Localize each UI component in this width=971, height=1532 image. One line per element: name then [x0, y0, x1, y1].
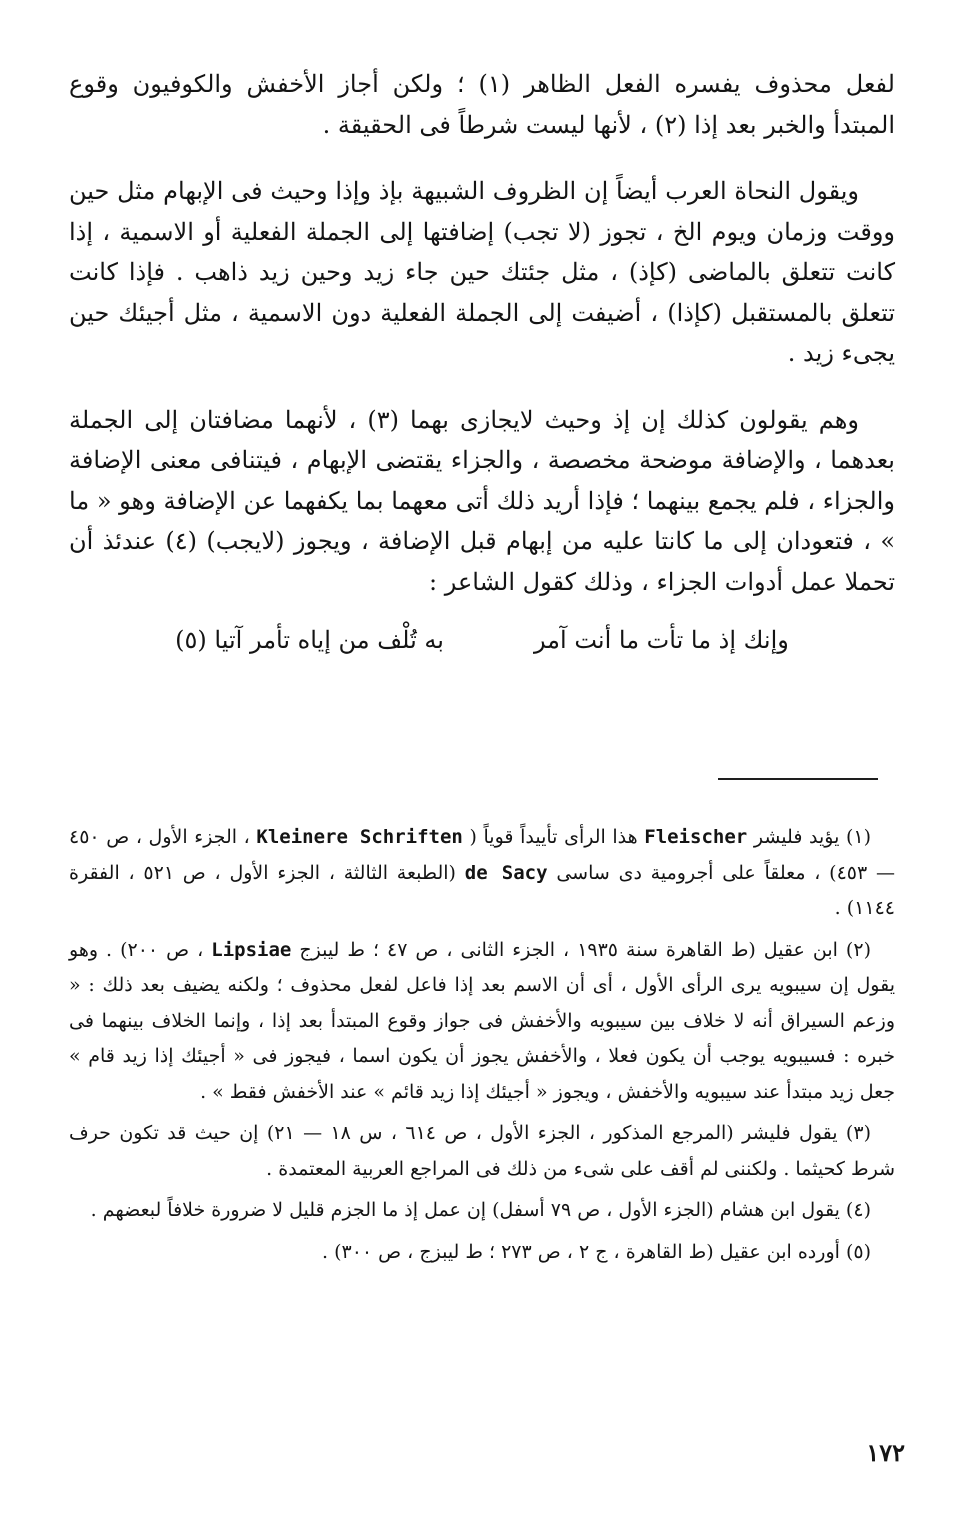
paragraph-3: وهم يقولون كذلك إن إذ وحيث لايجازى بهما (٣) ، لأنهما مضافتان إلى الجملة بعدهما ، والإضافة موضحة مخصصة ، والجزاء يقتضى الإبهام ، فيتنافى معنى الإضافة والجزاء ، فلم يجمع بينهما ؛ فإذا أريد ذلك أتى معهما بما يكفهما عن الإضافة وهو « ما » ، فتعودان إلى ما كانتا عليه من إبهام قبل الإضافة ، ويجوز (لايجب) (٤) عندئذ أن تحملا عمل أدوات الجزاء ، وذلك كقول الشاعر :: [69, 405, 895, 596]
footnote-1-text-b: هذا الرأى تأييداً قوياً (: [469, 826, 638, 848]
footnote-1-latin-fleischer: Fleischer: [644, 826, 748, 848]
footnote-2-latin-lipsiae: Lipsiae: [211, 938, 292, 961]
paragraph-2: ويقول النحاة العرب أيضاً إن الظروف الشبيهة بإذ وإذا وحيث فى الإبهام مثل حين ووقت وزمان ويوم الخ ، تجوز (لا تجب) إضافتها إلى الجملة الفعلية أو الاسمية ، إذا كانت تتعلق بالماضى (كإذ) ، مثل جئتك حين جاء زيد وحين زيد ذاهب . فإذا كانت تتعلق بالمستقبل (كإذا) ، أضيفت إلى الجملة الفعلية دون الاسمية ، مثل أجيئك حين يجىء زيد .: [69, 177, 895, 367]
page-number: ١٧٢: [866, 1438, 905, 1467]
main-text: [69, 64, 895, 660]
footnote-2: [69, 933, 895, 1111]
footnotes: [69, 820, 895, 1276]
footnote-divider: [718, 778, 878, 780]
footnote-3: (٣) يقول فليشر (المرجع المذكور ، الجزء الأول ، ص ٦١٤ ، س ١٨ — ٢١) إن حيث قد تكون حرف شرط كحيثما . ولكننى لم أقف على شىء من ذلك فى المراجع العربية المعتمدة .: [69, 1122, 895, 1180]
footnote-1-latin-desacy: de Sacy: [464, 861, 548, 884]
paragraph-1: لفعل محذوف يفسره الفعل الظاهر (١) ؛ ولكن أجاز الأخفش والكوفيون وقوع المبتدأ والخبر بعد إذا (٢) ، لأنها ليست شرطاً فى الحقيقة .: [69, 70, 895, 139]
footnote-1-text-c: ، الجزء الأول ، ص ٤٥٠ — ٤٥٣) ، معلقاً على أجرومية دى ساسى: [69, 826, 895, 884]
verse-second-hemistich: به تُلْف من إياه تأمر آتيا (٥): [175, 626, 444, 654]
footnote-1-text-d: (الطبعة الثالثة ، الجزء الأول ، ص ٥٢١ ، الفقرة ١١٤٤) .: [69, 861, 895, 919]
footnote-2-text-a: (٢) ابن عقيل (ط القاهرة سنة ١٩٣٥ ، الجزء الثانى ، ص ٤٧ ؛ ط ليبزج: [299, 938, 871, 961]
footnote-1-text-a: (١) يؤيد فليشر: [753, 826, 872, 848]
poetry-verse: [69, 620, 895, 660]
footnote-1: [69, 820, 895, 927]
verse-first-hemistich: وإنك إذ ما تأت ما أنت آمر: [533, 626, 789, 654]
footnote-5: (٥) أورده ابن عقيل (ط القاهرة ، ج ٢ ، ص ٢٧٣ ؛ ط ليبزج ، ص ٣٠٠) .: [322, 1240, 871, 1263]
footnote-4: (٤) يقول ابن هشام (الجزء الأول ، ص ٧٩ أسفل) إن عمل إذ ما الجزم قليل لا ضرورة خلافاً لبعضهم .: [90, 1199, 871, 1221]
footnote-1-latin-schriften: Kleinere Schriften: [256, 826, 463, 848]
footnote-2-text-b: ، ص ٢٠٠) . وهو يقول إن سيبويه يرى الرأى الأول ، أى أن الاسم بعد إذا فاعل لفعل محذوف ؛ ولكنه يضيف بعد ذلك : « وزعم السيراق أنه لا خلاف بين سيبويه والأخفش فى جواز وقوع المبتدأ بعد إذا ، وإنما الخلاف بينهما فى خبره : فسيبويه يوجب أن يكون فعلا ، والأخفش يجوز أن يكون اسما ، فيجوز فى « أجيئك إذا زيد قام » جعل زيد مبتدأ عند سيبويه والأخفش ، ويجوز « أجيئك إذا زيد قائم » عند الأخفش فقط » .: [69, 938, 895, 1103]
